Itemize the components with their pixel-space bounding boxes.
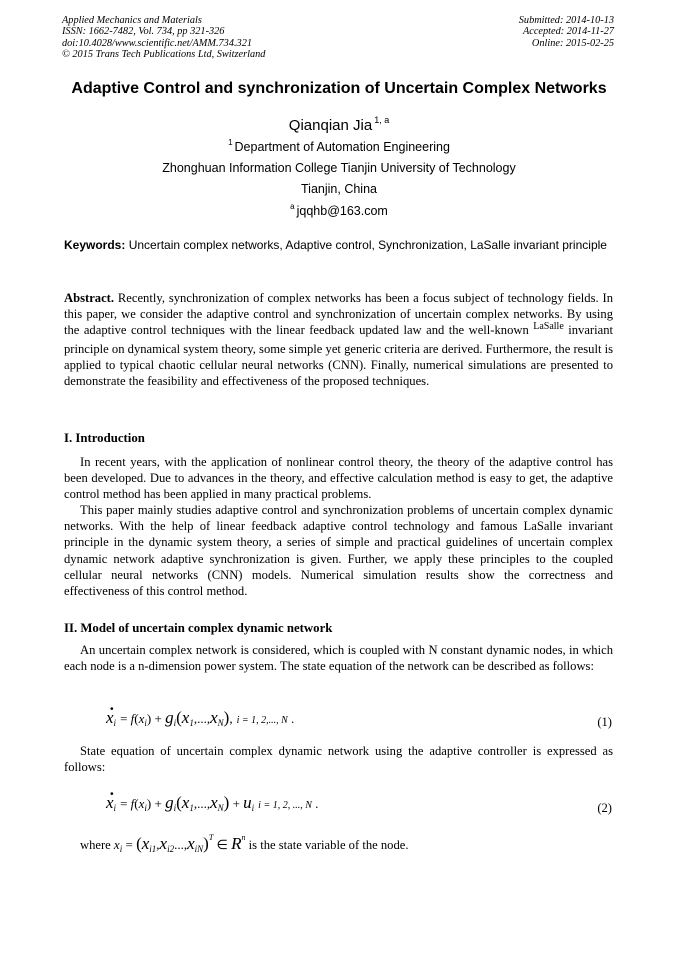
abstract-label: Abstract. xyxy=(64,291,115,305)
author-email-line xyxy=(0,202,678,218)
eq1-index-range: i = 1, 2,..., N xyxy=(236,715,288,726)
abstract-text-1: Recently, synchronization of complex networks has been a focus subject of technology fields. In this paper, we consider the adaptive control and synchronization of uncertain complex networks. By using the adaptive control techniques with the linear feedback updated law and the well-known xyxy=(64,291,613,338)
equation-2-number: (2) xyxy=(597,801,612,815)
intro-paragraph-1: In recent years, with the application of nonlinear control theory, the theory of the adaptive control has been developed. Due to advances in the theory, and effective calculation method is easy to get, the adaptive control method has been applied in many practical problems. xyxy=(64,455,613,502)
affiliation-sup: 1 xyxy=(228,138,233,147)
author-sup: 1, a xyxy=(374,115,390,125)
journal-info xyxy=(62,15,265,61)
affiliation-department xyxy=(0,138,678,154)
journal-doi[interactable]: doi:10.4028/www.scientific.net/AMM.734.321 xyxy=(62,37,252,49)
abstract xyxy=(64,290,613,389)
submitted-date: Submitted: 2014-10-13 xyxy=(518,15,614,26)
email-sup: a xyxy=(290,202,295,211)
equation-2: · xi = f(xi) + gi(x1,...,xN) + ui i = 1, 2, ..., N . xyxy=(106,793,318,813)
model-paragraph-2: State equation of uncertain complex dynamic network using the adaptive controller is expressed as follows: xyxy=(64,744,613,775)
eq2-index-range: i = 1, 2, ..., N xyxy=(258,800,312,811)
state-vector-formula: $x_i = (x_{i1},x_{i2}...,x_{iN})^T$ ∈ $R^n$ xyxy=(113,833,246,854)
section-heading-model: II. Model of uncertain complex dynamic network xyxy=(64,621,333,635)
model-paragraph-1: An uncertain complex network is considered, which is coupled with N constant dynamic nodes, in which each node is a n-dimension power system. The state equation of the network can be described as follows: xyxy=(64,643,613,674)
journal-copyright: © 2015 Trans Tech Publications Ltd, Switzerland xyxy=(62,49,266,61)
equation-1: · xi = f(xi) + gi(x1,...,xN), i = 1, 2,..., N . xyxy=(106,708,294,728)
keywords-label: Keywords: xyxy=(64,238,126,252)
where-label: where xyxy=(80,838,111,852)
keywords xyxy=(64,238,613,253)
journal-issn: ISSN: 1662-7482, Vol. 734, pp 321-326 xyxy=(62,26,225,38)
abstract-text-2: invariant principle on dynamical system theory, some simple yet generic criteria are derived. Furthermore, the result is applied to typical chaotic cellular neural networks (CNN). Finally, numerical simulations are presented to demonstrate the feasibility and effectiveness of the proposed techniques. xyxy=(64,323,614,389)
lasalle-word: LaSalle xyxy=(533,321,564,333)
journal-name: Applied Mechanics and Materials xyxy=(62,15,202,26)
section-heading-introduction: I. Introduction xyxy=(64,431,145,445)
keywords-text: Uncertain complex networks, Adaptive control, Synchronization, LaSalle invariant principle xyxy=(128,238,607,252)
paper-title: Adaptive Control and synchronization of Uncertain Complex Networks xyxy=(71,80,607,97)
dates-info xyxy=(519,15,614,49)
author-name: Qianqian Jia xyxy=(288,117,373,134)
author-email[interactable]: jqqhb@163.com xyxy=(296,204,388,218)
affiliation-city: Tianjin, China xyxy=(301,182,377,196)
author-line xyxy=(0,115,678,134)
affiliation-college: Zhonghuan Information College Tianjin University of Technology xyxy=(162,161,516,175)
equation-1-number: (1) xyxy=(597,715,612,729)
accepted-date: Accepted: 2014-11-27 xyxy=(522,26,614,38)
where-tail: is the state variable of the node. xyxy=(248,838,409,852)
where-line xyxy=(80,833,613,855)
online-date: Online: 2015-02-25 xyxy=(531,37,614,49)
affiliation-department-text: Department of Automation Engineering xyxy=(234,140,450,154)
intro-paragraph-2: This paper mainly studies adaptive control and synchronization problems of uncertain complex dynamic networks. With the help of linear feedback adaptive control technology and famous LaSalle invariant principle in the dynamic system theory, a series of simple and practical guidelines of uncertain complex dynamic network adaptive synchronization is given. Further, we apply these principles to the coupled cellular neural networks (CNN) models. Numerical simulation results show the correctness and effectiveness of this control method. xyxy=(64,503,613,599)
